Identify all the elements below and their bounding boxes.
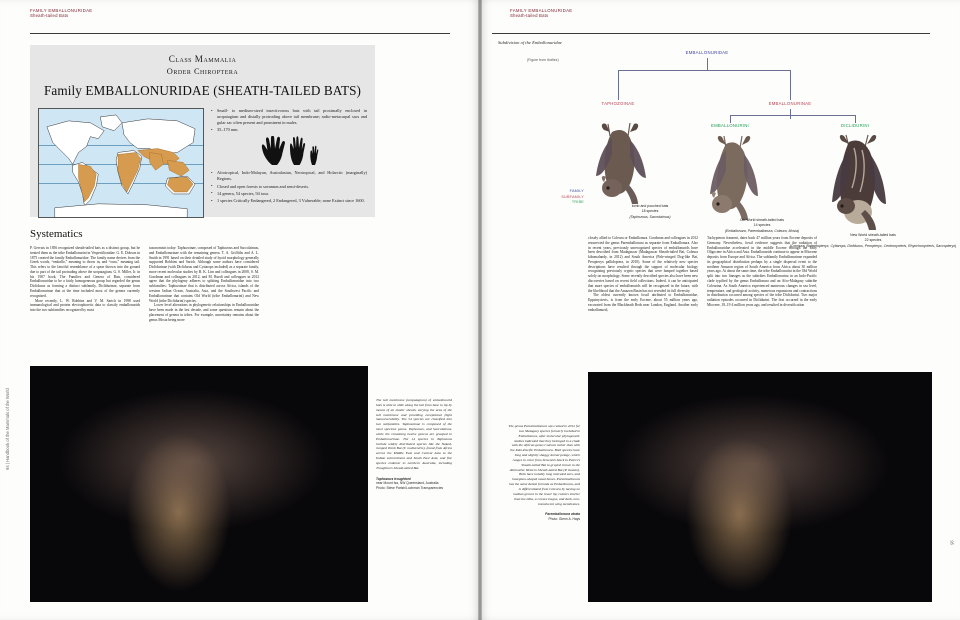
right-page xyxy=(480,0,960,620)
bat-illustration-svg xyxy=(824,132,890,230)
facts-lower-list xyxy=(211,170,367,204)
running-head-right xyxy=(510,8,572,19)
credit-species: Taphozous troughtoni xyxy=(376,476,411,481)
section-title-systematics: Systematics xyxy=(30,228,83,240)
fact-conservation: • 1 species Critically Endangered, 2 Endangered, 3 Vulnerable; none Extinct since 1600. xyxy=(211,198,367,204)
paragraph: More recently, L. W. Robbins and V. M. Sarich in 1998 used immunological and protein electrophoretic data to classify emballonurids into the two subfamilies recognized by most xyxy=(30,298,140,313)
taxon-genera: (Emballonura, Paremballonura, Coleura, Mosia) xyxy=(724,228,800,233)
cladogram xyxy=(480,36,960,248)
credit-photographer: Photo: Glenn A. Hays xyxy=(548,517,580,522)
branch-to-emballonurinae xyxy=(790,70,791,100)
text-column-1 xyxy=(30,246,140,323)
running-head-common: Sheath-tailed Bats xyxy=(30,13,69,19)
taxon-genera: (Taphozous, Saccolaimus) xyxy=(629,214,671,219)
running-head-family: FAMILY EMBALLONURIDAE xyxy=(510,8,573,13)
credit-species: Paremballonura atrata xyxy=(545,512,580,517)
taxon-genera: (Cormura, Balantiopteryx, Cyttarops, Diclidurus, Peropteryx, Centronycteris, Rhynchonycteris, Saccopteryx) xyxy=(789,243,957,248)
wing-hand-figure xyxy=(211,136,367,166)
branch-tribe-cross xyxy=(730,115,855,116)
map-continents-svg xyxy=(39,109,203,218)
node-diclidurini: DICLIDURINI xyxy=(840,123,870,128)
credit-photographer: Photo: Steve Parish/Lochman Transparencies xyxy=(376,486,444,491)
paragraph: The oldest currently known fossil attributed to Emballonuridae, Eppsinycteris, is from the early Eocene, about 55 million years ago, excavated from the Blackheath Beds near London, England. Another early emballonurid, xyxy=(588,293,698,312)
branch-root-stem xyxy=(707,58,708,70)
bat-illustration-svg xyxy=(590,118,650,204)
text-column-2 xyxy=(149,246,259,323)
legend-tribe: TRIBE xyxy=(571,200,584,205)
systematics-columns-left xyxy=(30,246,259,323)
family-header-box xyxy=(30,45,375,217)
fact-regions: • Afrotropical, Indo-Malayan, Australasian, Neotropical, and Holarctic (marginally) Regions. xyxy=(211,170,367,182)
photo-taphozous-troughtoni xyxy=(30,366,368,602)
taxon-species-count: 22 species xyxy=(864,238,882,243)
fact-description: • Small- to medium-sized insectivorous bats with tail proximally enclosed in uropatagium and distally protruding above tail membrane; radio-metacarpal sacs and gular sac often present and prominent in males. xyxy=(211,108,367,126)
branch-root-cross xyxy=(618,70,790,71)
running-head-common: Sheath-tailed Bats xyxy=(510,13,549,19)
branch-to-emballonurini xyxy=(730,115,731,123)
family-line: Family EMBALLONURIDAE (SHEATH-TAILED BATS) xyxy=(43,83,362,98)
branch-to-diclidurini xyxy=(855,115,856,123)
paragraph: Tachypteron franzeni, dates back 47 million years from Eocene deposits of Germany. Nevertheless, fossil evidence suggests that the radiation of Emballonuridae accelerated in the middle Eocene through the early Oligocene in Africa and Asia. Emballonurids continue to appear in Miocene deposits from Europe and Africa. The subfamily Emballonurinae expanded its geographical distribution perhaps by a single dispersal event to the northern Amazon region of South America from Africa about 30 million years ago. At about the same time, the tribe Emballonurini in the Old World split into two lineages as the subtribes Emballonurina in an Indo-Pacific clade typified by the genus Emballonura and an Afro-Malagasy subtribe Coleurina. As South America experienced numerous changes in sea level, temperature, and geological activity, numerous expansions and contractions in distribution occurred among species of the tribe Diclidurini. Two major radiation episodes occurred in Diclidurini. The first occurred in the early Miocene, 18–19·4 million years ago, and resulted in diversification xyxy=(707,236,817,307)
bat-figure-taphozoinae xyxy=(590,118,650,204)
family-facts xyxy=(204,108,367,218)
folio-left: 94 | Handbook of the Mammals of the World xyxy=(5,388,10,470)
systematics-columns-right xyxy=(588,236,817,313)
taxon-common-name: New World sheath-tailed bats xyxy=(850,233,896,237)
caption-block-right xyxy=(508,424,580,522)
running-head-family: FAMILY EMBALLONURIDAE xyxy=(30,8,93,13)
caption-text: The tail membrane (uropatagium) of emballonurid bats is able to slide along the tail from base to tip by means of an elastic sheath, varying the area of the tail membrane and providing exceptional flight maneuverability. The 54 species are classified into two subfamilies. Taphozoinae is composed of the most speciose genus, Taphozous, and Saccolaimus, while the remaining twelve genera are grouped in Emballonurinae. The 14 species in Taphozous include widely distributed species like the Naked-rumped Tomb Bat (T. nudiventris), found from Africa across the Middle East and Central Asia to the Indian subcontinent and South East Asia, and five species endemic to northern Australia, including Troughton's Sheath-tailed Bat. xyxy=(376,398,452,470)
taxon-species-count: 14 species xyxy=(753,223,771,228)
paragraph: taxonomists today: Taphozoinae, composed of Taphozous and Saccolaimus, and Emballonurinae with the remaining genera. T. A. Griffiths and A. L. Smith in 1991 based on their detailed study of hyoid morphology generally supported Robbins and Sarich. Although some authors have considered Diclidurinae (with Diclidurus and Cyttarops included) as a separate family, more recent molecular studies by B. K. Lim and colleagues in 2008, S. M. Goodman and colleagues in 2012, and M. Ruedi and colleagues in 2012 agree that the phylogeny adheres to splitting Emballonuridae into two subfamilies: Taphozoinae that is distributed across Africa, islands of the western Indian Ocean, Australia, Asia, and the Southwest Pacific and Emballonurinae that contains Old World (tribe Emballonurini) and New World (tribe Diclidurini) species. xyxy=(149,246,259,303)
fact-habitat: • Closed and open forests to savannas and semi-deserts. xyxy=(211,184,367,190)
text-column-3 xyxy=(588,236,698,313)
class-line: Class Mammalia xyxy=(168,54,237,64)
caption-text: The genus Paremballonura was raised in 2012 for two Malagasy species formerly included in Emballonura, after molecular phylogenetic studies indicated that they belonged in a clade with the African genus Coleura rather than with the Indo-Pacific Emballonura. Both species have long and slightly shaggy dorsal pelage, which ranges in color from brownish black in Peters's Sheath-tailed Bat to grayish brown in the diminutive Western Sheath-tailed Bat (P. tiavato). Both have notably long rostrated ears, and hourglass-shaped nasal bones. Paremballonura has the same dental formula as Emballonura, and is differentiated from Coleura by having no median groove in the lower lip, calcars shorter than the tibia, a convex tragus, and dark, non-translucent wing membranes. xyxy=(508,424,580,506)
photo-credit-right xyxy=(508,512,580,522)
diagram-legend xyxy=(532,189,584,206)
node-taphozoinae: TAPHOZOINAE xyxy=(601,101,635,106)
branch-to-taphozoinae xyxy=(618,70,619,100)
running-head-left xyxy=(30,8,92,19)
node-emballonurinae: EMBALLONURINAE xyxy=(768,101,812,106)
order-line: Order Chiroptera xyxy=(166,67,239,76)
fact-diversity: • 14 genera, 54 species, 94 taxa. xyxy=(211,191,367,197)
taxon-caption-emballonurini xyxy=(692,218,832,234)
credit-locality: near Mount Isa, NW Queensland, Australia xyxy=(376,481,439,486)
fact-size: • 35–170 mm. xyxy=(211,127,367,133)
diagram-subtitle: (Figure from Ibáñez) xyxy=(527,58,559,62)
paragraph: Lower level alterations in phylogenetic relationships in Emballonuridae have been made in the last decade, and some questions remain about the placement of genera in tribes. For example, uncertainty remains about the genus Mosia being more xyxy=(149,303,259,322)
text-column-4 xyxy=(707,236,817,313)
facts-upper-list xyxy=(211,108,367,133)
header-rule-right xyxy=(492,33,930,34)
photo-credit-left xyxy=(376,477,452,491)
bat-figure-diclidurini xyxy=(824,132,890,230)
node-emballonuridae: EMBALLONURIDAE xyxy=(685,50,729,55)
taxon-common-name: Old World sheath-tailed bats xyxy=(739,218,785,222)
taxon-common-name: tomb and pouched bats xyxy=(631,204,669,208)
paragraph: P. Gervais in 1856 recognized sheath-tailed bats as a distinct group, but he treated them as the tribe Emballonurini in Vespertilionidae. G. E. Dobson in 1875 created the family Emballonuridae. The family name derives from the Greek words, “emballo,” meaning to throw in, and “oura,” meaning tail. This refers to the fanciful resemblance of a spear thrown into the ground due to part of the tail protruding above the uropatagium. G. S. Miller, Jr. in his 1907 book, The Families and Genera of Bats, considered Emballonuridae to be a fairly homogeneous group but regarded the genus Diclidurus as forming a distinct subfamily, Diclidurinae, separate from Emballonurinae that at the time included most of the genera currently recognized. xyxy=(30,246,140,298)
legend-subfamily: SUBFAMILY xyxy=(561,194,584,199)
header-rule-left xyxy=(30,33,450,34)
diagram-title: Subdivision of the Emballonuridae xyxy=(498,40,562,45)
legend-family: FAMILY xyxy=(569,189,584,193)
folio-right: 95 xyxy=(950,540,955,545)
book-gutter xyxy=(478,0,482,620)
caption-block-left xyxy=(376,398,452,491)
distribution-map xyxy=(38,108,204,218)
paragraph: closely allied to Coleura or Emballonura. Goodman and colleagues in 2012 resurrected the genus Paremballonura as separate from Emballonura. Also in recent years, previously unrecognized species of emballonurids have been described from Madagascar (Madagascar Sheath-tailed Bat, Coleura kibomalandy, in 2012) and South America (Pale-winged Dog-like Bat, Peropteryx pallidoptera, in 2010). Some of the relatively new species descriptions have resulted through the support of molecular biology recognizing previously cryptic species that were lumped together based solely on morphology. Some recently described species also have been new discoveries based on recent field collections. Indeed, it can be anticipated that more species of emballonurids will be recognized in the future, with the likelihood that the Amazon Basin has not revealed its full diversity. xyxy=(588,236,698,293)
taxon-species-count: 18 species xyxy=(641,209,659,214)
branch-subfam-stem xyxy=(790,109,791,119)
hand-silhouette-svg xyxy=(254,136,324,166)
node-emballonurini: EMBALLONURINI xyxy=(711,123,749,128)
photo-paremballonura-atrata xyxy=(588,372,932,602)
